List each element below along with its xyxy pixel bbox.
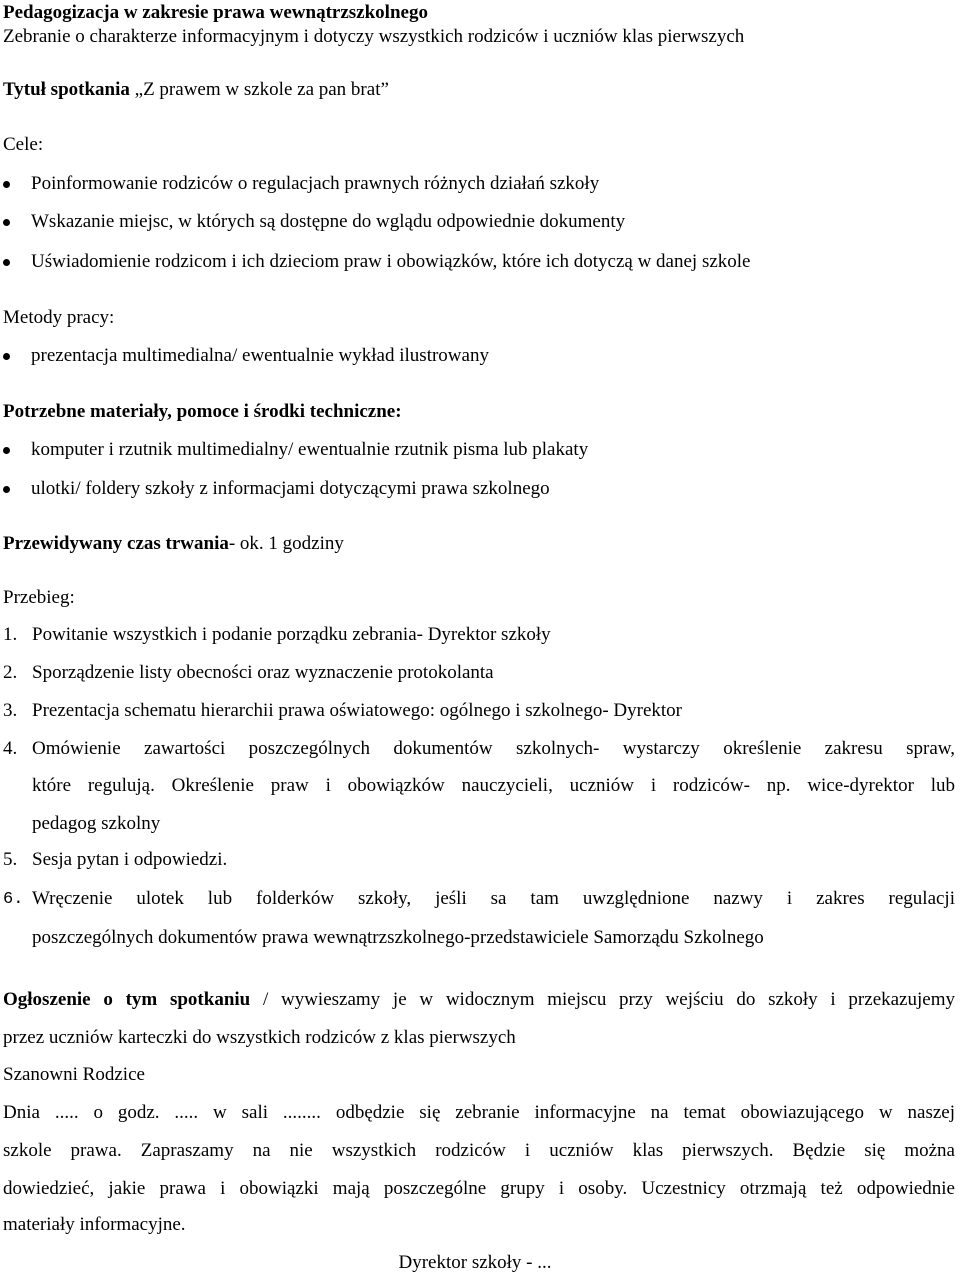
duration-label: Przewidywany czas trwania	[3, 533, 229, 554]
announcement-line: przez uczniów karteczki do wszystkich rodziców z klas pierwszych	[3, 1027, 516, 1048]
salutation: Szanowni Rodzice	[3, 1064, 145, 1085]
invitation-line: dowiedzieć, jakie prawa i obowiązki mają poszczególne grupy i osoby. Uczestnicy otrzmają też odpowiednie	[3, 1178, 955, 1199]
agenda-item: Omówienie zawartości poszczególnych dokumentów szkolnych- wystarczy określenie zakresu spraw,	[32, 738, 955, 759]
materials-heading: Potrzebne materiały, pomoce i środki techniczne:	[3, 401, 402, 422]
agenda-number: 5.	[3, 849, 18, 870]
agenda-item-continuation: które regulują. Określenie praw i obowiązków nauczycieli, uczniów i rodziców- np. wice-dyrektor lub	[32, 775, 955, 796]
goals-heading: Cele:	[3, 134, 44, 155]
bullet-icon	[3, 259, 10, 266]
announcement-label: Ogłoszenie o tym spotkaniu	[3, 989, 251, 1010]
agenda-item: Sesja pytan i odpowiedzi.	[32, 849, 228, 870]
meeting-title-label: Tytuł spotkania	[3, 79, 130, 100]
bullet-icon	[3, 219, 10, 226]
agenda-item: Sporządzenie listy obecności oraz wyznaczenie protokolanta	[32, 662, 494, 683]
agenda-number: 3.	[3, 700, 18, 721]
bullet-icon	[3, 486, 10, 493]
agenda-item: Prezentacja schematu hierarchii prawa oświatowego: ogólnego i szkolnego- Dyrektor	[32, 700, 682, 721]
document-title: Pedagogizacja w zakresie prawa wewnątrzszkolnego	[3, 2, 428, 23]
bullet-icon	[3, 447, 10, 454]
agenda-heading: Przebieg:	[3, 587, 75, 608]
signature: Dyrektor szkoły - ...	[398, 1252, 552, 1273]
agenda-item-continuation: poszczególnych dokumentów prawa wewnątrzszkolnego-przedstawiciele Samorządu Szkolnego	[32, 927, 764, 948]
agenda-item: Wręczenie ulotek lub folderków szkoły, jeśli sa tam uwzględnione nazwy i zakres regulacji	[32, 888, 955, 909]
invitation-line: materiały informacyjne.	[3, 1214, 186, 1235]
agenda-number: 4.	[3, 738, 18, 759]
methods-heading: Metody pracy:	[3, 307, 115, 328]
meeting-title-value: „Z prawem w szkole za pan brat”	[134, 79, 389, 100]
duration-row	[3, 533, 344, 555]
duration-value: - ok. 1 godziny	[228, 533, 344, 554]
agenda-number: 2.	[3, 662, 18, 683]
agenda-number: 6.	[3, 890, 24, 909]
invitation-line: Dnia ..... o godz. ..... w sali ........ odbędzie się zebranie informacyjne na temat obowiazującego w naszej	[3, 1102, 955, 1123]
agenda-number: 1.	[3, 624, 18, 645]
invitation-line: szkole prawa. Zapraszamy na nie wszystkich rodziców i uczniów klas pierwszych. Będzie się można	[3, 1140, 955, 1161]
agenda-item-continuation: pedagog szkolny	[32, 813, 161, 834]
announcement-line: Ogłoszenie o tym spotkaniu / wywieszamy je w widocznym miejscu przy wejściu do szkoły i przekazujemy	[3, 989, 955, 1010]
document-subtitle: Zebranie o charakterze informacyjnym i dotyczy wszystkich rodziców i uczniów klas pierwszych	[3, 26, 745, 47]
bullet-icon	[3, 353, 10, 360]
bullet-icon	[3, 181, 10, 188]
agenda-item: Powitanie wszystkich i podanie porządku zebrania- Dyrektor szkoły	[32, 624, 551, 645]
meeting-title-row	[3, 79, 389, 101]
